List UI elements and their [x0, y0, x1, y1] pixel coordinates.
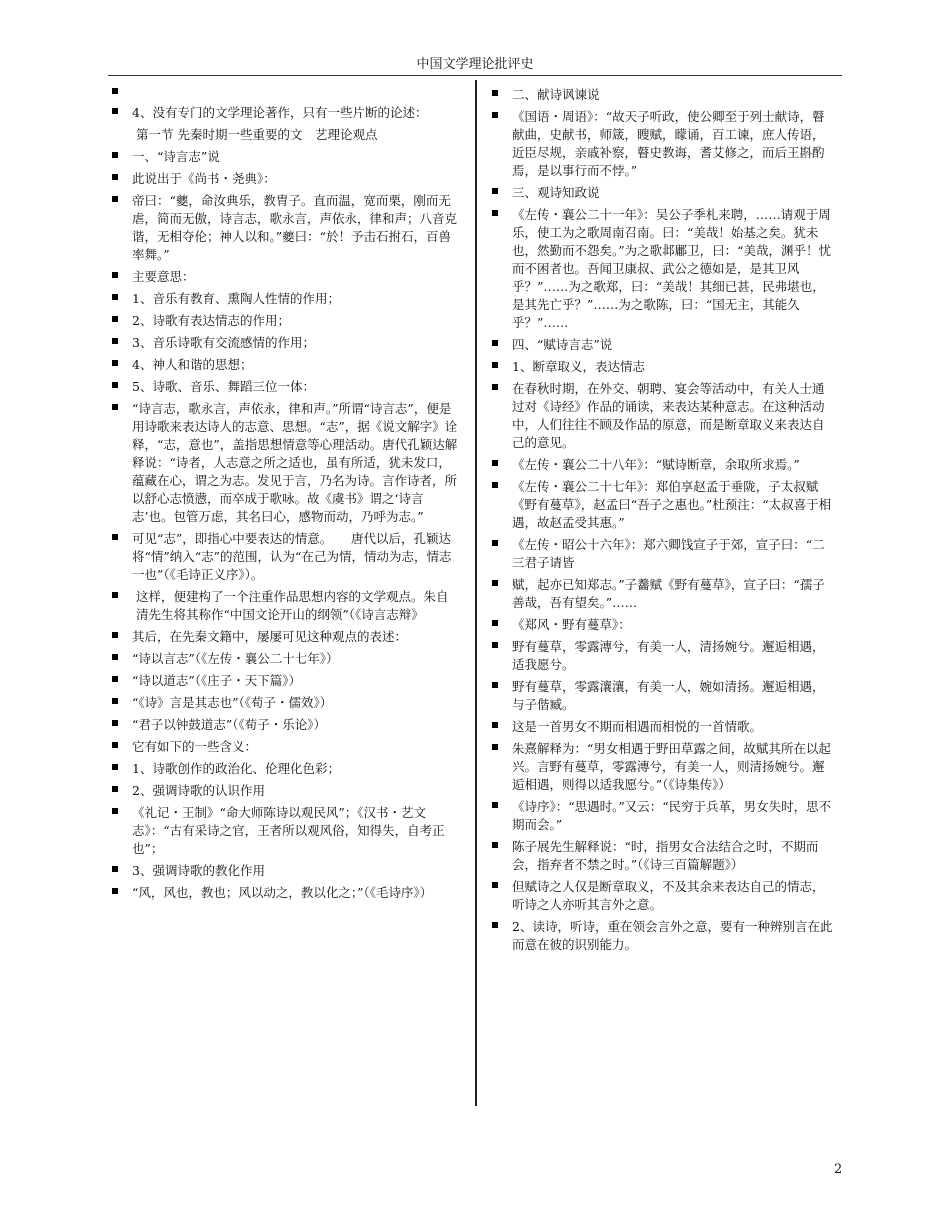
paragraph: 一、“诗言志”说	[108, 148, 460, 166]
paragraph: 《左传・襄公二十一年》：吴公子季札来聘，……请观于周乐，使工为之歌周南召南。曰：“美哉！始基之矣。犹未也，然勤而不怨矣。”为之歌邶鄘卫，曰：“美哉，渊乎！忧而不困者也。吾闻卫康叔、武公之德如是，是其卫风乎？”……为之歌郑，曰：“美哉！其细已甚，民弗堪也，是其先亡乎？”……为之歌陈，曰：“国无主，其能久乎？”……	[488, 206, 833, 332]
paragraph: 5、诗歌、音乐、舞蹈三位一体：	[108, 378, 460, 396]
bullet-marker	[492, 922, 498, 928]
bullet-marker	[112, 382, 118, 388]
paragraph: 陈子展先生解释说：“时，指男女合法结合之时，不期而会，指弃者不禁之时。”（《诗三百篇解题》）	[488, 838, 833, 874]
paragraph: “《诗》言是其志也”（《荀子・儒效》）	[108, 694, 460, 712]
paragraph: “君子以钟鼓道志”（《荀子・乐论》）	[108, 716, 460, 734]
bullet-marker	[112, 676, 118, 682]
bullet-marker	[492, 460, 498, 466]
bullet-marker	[492, 384, 498, 390]
paragraph: 《郑风・野有蔓草》：	[488, 616, 833, 634]
bullet-marker	[112, 534, 118, 540]
paragraph: 可见“志”，即指心中要表达的情意。 唐代以后，孔颖达将“情”纳入“志”的范围，认为“在己为情，情动为志，情志一也”（《毛诗正义序》）。	[108, 530, 460, 584]
paragraph: 此说出于《尚书・尧典》：	[108, 170, 460, 188]
bullet-marker	[492, 340, 498, 346]
bullet-marker	[492, 210, 498, 216]
paragraph: 《左传・昭公十六年》：郑六卿饯宣子于郊，宣子曰：“二三君子请皆	[488, 536, 833, 572]
paragraph: 1、断章取义，表达情志	[488, 358, 833, 376]
bullet-marker	[492, 362, 498, 368]
paragraph: 在春秋时期，在外交、朝聘、宴会等活动中，有关人士通过对《诗经》作品的诵读，来表达某种意志。在这种活动中，人们往往不顾及作品的原意，而是断章取义来表达自己的意见。	[488, 380, 833, 452]
bullet-marker	[492, 722, 498, 728]
paragraph: 其后，在先秦文籍中，屡屡可见这种观点的表述：	[108, 628, 460, 646]
paragraph: 这是一首男女不期而相遇而相悦的一首情歌。	[488, 718, 833, 736]
paragraph: 朱熹解释为：“男女相遇于野田草露之间，故赋其所在以起兴。言野有蔓草，零露漙兮，有美一人，则清扬婉兮。邂逅相遇，则得以适我愿兮。”（《诗集传》）	[488, 740, 833, 794]
header-rule	[108, 75, 842, 76]
bullet-marker	[112, 338, 118, 344]
column-divider	[475, 80, 477, 1106]
page-number: 2	[834, 1162, 843, 1177]
left-column	[108, 86, 460, 906]
bullet-marker	[112, 764, 118, 770]
paragraph: 3、强调诗歌的教化作用	[108, 862, 460, 880]
paragraph: “风，风也，教也；风以动之，教以化之；”（《毛诗序》）	[108, 884, 460, 902]
bullet-marker	[112, 698, 118, 704]
paragraph: 二、献诗讽谏说	[488, 86, 833, 104]
running-header: 中国文学理论批评史	[416, 57, 534, 72]
bullet-marker	[112, 592, 118, 598]
paragraph: “诗以言志”（《左传・襄公二十七年》）	[108, 650, 460, 668]
bullet-marker	[492, 642, 498, 648]
paragraph: 2、诗歌有表达情志的作用；	[108, 312, 460, 330]
bullet-marker	[112, 632, 118, 638]
bullet-marker	[112, 720, 118, 726]
bullet-marker	[112, 316, 118, 322]
bullet-marker	[492, 90, 498, 96]
paragraph: 野有蔓草，零露瀼瀼，有美一人，婉如清扬。邂逅相遇，与子偕臧。	[488, 678, 833, 714]
bullet-marker	[112, 742, 118, 748]
bullet-marker	[492, 744, 498, 750]
bullet-marker	[112, 152, 118, 158]
bullet-marker	[492, 620, 498, 626]
paragraph: 帝曰：“夔，命汝典乐，教胄子。直而温，宽而栗，刚而无虐，简而无傲，诗言志，歌永言，声依永，律和声；八音克谐，无相夺伦；神人以和。”夔曰：“於！予击石拊石，百兽率舞。”	[108, 192, 460, 264]
paragraph: 但赋诗之人仅是断章取义，不及其余来表达自己的情志，听诗之人亦听其言外之意。	[488, 878, 833, 914]
right-column	[488, 86, 833, 958]
bullet-marker	[112, 786, 118, 792]
paragraph: 三、观诗知政说	[488, 184, 833, 202]
paragraph: 《礼记・王制》“命大师陈诗以观民风”；《汉书・艺文志》：“古有采诗之官，王者所以观风俗，知得失，自考正也”；	[108, 804, 460, 858]
paragraph: 3、音乐诗歌有交流感情的作用；	[108, 334, 460, 352]
paragraph: “诗言志，歌永言，声依永，律和声。”所谓“诗言志”，便是用诗歌来表达诗人的志意、思想。“志”，据《说文解字》诠释，“志，意也”，盖指思想情意等心理活动。唐代孔颖达解释说：“诗者，人志意之所之适也，虽有所适，犹未发口，蕴藏在心，谓之为志。发见于言，乃名为诗。言作诗者，所以舒心志愤懑，而卒成于歌咏。故《虞书》谓之‘诗言志’也。包管万虑，其名曰心，感物而动，乃呼为志。”	[108, 400, 460, 526]
bullet-marker	[492, 540, 498, 546]
paragraph: 4、神人和谐的思想；	[108, 356, 460, 374]
paragraph: 1、音乐有教育、熏陶人性情的作用；	[108, 290, 460, 308]
paragraph: 主要意思：	[108, 268, 460, 286]
bullet-marker	[112, 174, 118, 180]
bullet-marker	[112, 88, 118, 94]
paragraph: 赋，起亦已知郑志。”子齹赋《野有蔓草》，宣子曰：“孺子善哉，吾有望矣。”……	[488, 576, 833, 612]
paragraph: 《国语・周语》：“故天子听政，使公卿至于列士献诗，瞽献曲，史献书，师箴，瞍赋，矇诵，百工谏，庶人传语，近臣尽规，亲戚补察，瞽史教诲，耆艾修之，而后王斟酌焉，是以事行而不悖。”	[488, 108, 833, 180]
paragraph: 四、“赋诗言志”说	[488, 336, 833, 354]
bullet-marker	[112, 888, 118, 894]
bullet-marker	[112, 808, 118, 814]
bullet-marker	[492, 580, 498, 586]
bullet-marker	[492, 482, 498, 488]
bullet-marker	[112, 196, 118, 202]
paragraph: 《左传・襄公二十七年》：郑伯享赵孟于垂陇，子太叔赋《野有蔓草》，赵孟曰“吾子之惠也。”杜预注：“太叔喜于相遇，故赵孟受其惠。”	[488, 478, 833, 532]
bullet-marker	[492, 842, 498, 848]
bullet-marker	[112, 866, 118, 872]
bullet-marker	[112, 108, 118, 114]
bullet-marker	[492, 112, 498, 118]
paragraph: “诗以道志”（《庄子・天下篇》）	[108, 672, 460, 690]
bullet-marker	[112, 360, 118, 366]
paragraph: 《左传・襄公二十八年》：“赋诗断章，余取所求焉。”	[488, 456, 833, 474]
bullet-marker	[492, 882, 498, 888]
paragraph: 2、读诗，听诗，重在领会言外之意，要有一种辨别言在此而意在彼的识别能力。	[488, 918, 833, 954]
bullet-marker	[492, 188, 498, 194]
bullet-marker	[112, 272, 118, 278]
section-heading: 第一节 先秦时期一些重要的文 艺理论观点	[136, 127, 378, 142]
paragraph: 4、没有专门的文学理论著作，只有一些片断的论述：	[108, 104, 460, 122]
bullet-marker	[492, 802, 498, 808]
paragraph: 这样，便建构了一个注重作品思想内容的文学观点。朱自清先生将其称作“中国文论开山的纲领”（《诗言志辩》	[108, 588, 460, 624]
bullet-marker	[492, 682, 498, 688]
paragraph: 2、强调诗歌的认识作用	[108, 782, 460, 800]
bullet-marker	[112, 294, 118, 300]
paragraph: 《诗序》：“思遇时。”又云：“民穷于兵革，男女失时，思不期而会。”	[488, 798, 833, 834]
bullet-marker	[112, 654, 118, 660]
paragraph: 野有蔓草，零露漙兮，有美一人，清扬婉兮。邂逅相遇，适我愿兮。	[488, 638, 833, 674]
paragraph: 1、诗歌创作的政治化、伦理化色彩；	[108, 760, 460, 778]
bullet-marker	[112, 404, 118, 410]
paragraph: 它有如下的一些含义：	[108, 738, 460, 756]
